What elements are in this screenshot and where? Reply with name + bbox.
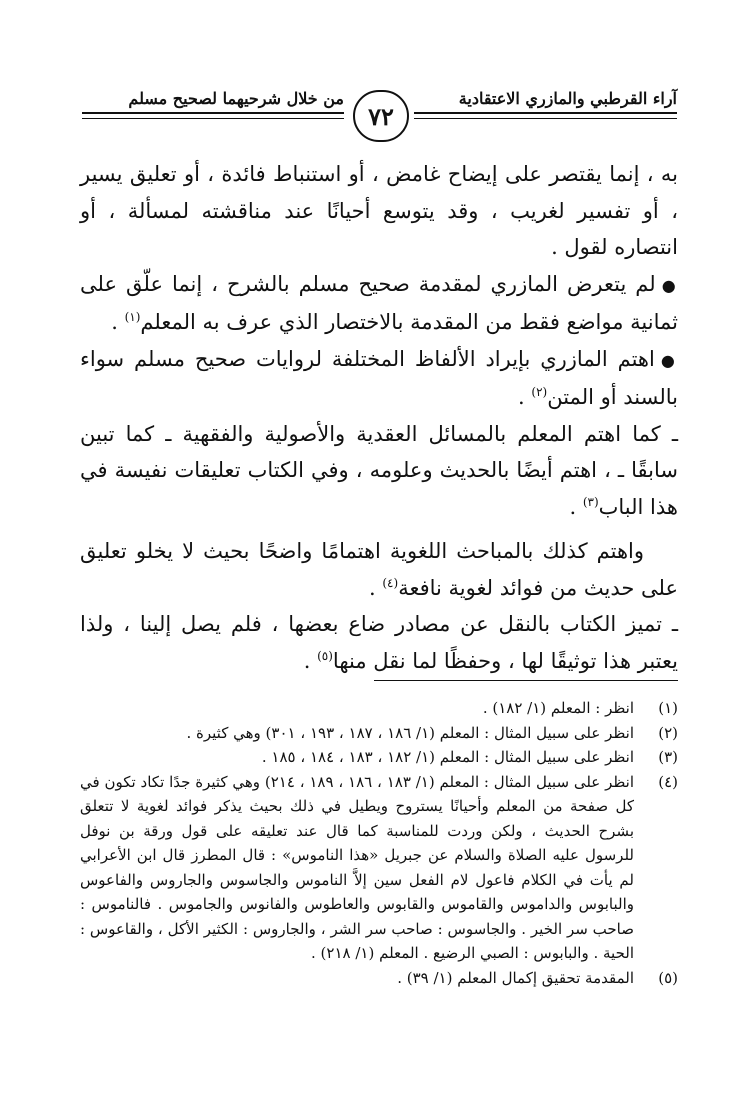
footnote-ref: (١) bbox=[124, 310, 141, 324]
paragraph-end: . bbox=[569, 494, 583, 519]
footnote-number: (٢) bbox=[658, 723, 678, 742]
footnote bbox=[80, 770, 678, 966]
footnote bbox=[80, 745, 678, 770]
page-header bbox=[82, 88, 677, 148]
footnote-number: (٣) bbox=[658, 748, 678, 766]
footnote-text: انظر : المعلم (١/ ١٨٢) . bbox=[482, 699, 634, 717]
footnotes bbox=[80, 696, 678, 990]
footnote-number: (١) bbox=[658, 699, 678, 717]
bullet-paragraph bbox=[80, 341, 678, 416]
bullet-icon: ● bbox=[661, 275, 678, 295]
paragraph-text: واهتم كذلك بالمباحث اللغوية اهتمامًا واضحًا بحيث لا يخلو تعليق على حديث من فوائد لغوية نافعة bbox=[80, 539, 678, 600]
header-rule bbox=[414, 118, 677, 119]
paragraph-end: . bbox=[518, 385, 532, 409]
footnote-ref: (٢) bbox=[531, 385, 548, 399]
paragraph-end: . bbox=[369, 575, 383, 600]
footnote-text: انظر على سبيل المثال : المعلم (١/ ١٨٢ ، ١٨٣ ، ١٨٤ ، ١٨٥ . bbox=[261, 748, 634, 766]
running-subtitle: من خلال شرحيهما لصحيح مسلم bbox=[128, 89, 344, 108]
footnote-ref: (٣) bbox=[582, 494, 599, 509]
footnote bbox=[80, 721, 678, 746]
paragraph-text: ـ كما اهتم المعلم بالمسائل العقدية والأصولية والفقهية ـ كما تبين سابقًا ـ ، اهتم أيضًا بالحديث وعلومه ، وفي الكتاب تعليقات نفيسة في هذا الباب bbox=[80, 421, 678, 519]
paragraph-text: لم يتعرض المازري لمقدمة صحيح مسلم بالشرح ، إنما علّق على ثمانية مواضع فقط من المقدمة بالاختصار الذي عرف به المعلم bbox=[80, 271, 678, 334]
paragraph bbox=[80, 606, 678, 679]
footnote-text: انظر على سبيل المثال : المعلم (١/ ١٨٦ ، ١٨٧ ، ١٩٣ ، ٣٠١) وهي كثيرة . bbox=[186, 723, 634, 742]
paragraph-text: ـ تميز الكتاب بالنقل عن مصادر ضاع بعضها ، فلم يصل إلينا ، ولذا يعتبر هذا توثيقًا لها ، وحفظًا لما نقل منها bbox=[80, 612, 678, 673]
footnote-text: انظر على سبيل المثال : المعلم (١/ ١٨٣ ، ١٨٦ ، ١٨٩ ، ٢١٤) وهي كثيرة جدًا تكاد تكون في كل صفحة من المعلم وأحيانًا يستروح ويطيل في ذلك بحيث يذكر فوائد لغوية لا تتعلق بشرح الحديث ، ولكن وردت للمناسبة كما قال عند تعليقه على قول ورقة بن نوفل للرسول عليه الصلاة والسلام عن جبريل «هذا الناموس» : قال المطرز قال ابن الأعرابي لم يأت في الكلام فاعول لام الفعل سين إلاَّ الناموس والجاسوس والجاروس والفاعوس والبابوس والداموس والقاموس والقابوس والعاطوس والفانوس والجاموس . فالناموس : صاحب سر الخير . والجاسوس : صاحب سر الشر ، والجاروس : الكثير الأكل ، والقاعوس : الحية . والبابوس : الصبي الرضيع . المعلم (١/ ٢١٨) . bbox=[80, 772, 635, 962]
footnote-number: (٥) bbox=[658, 968, 678, 987]
paragraph-end: . bbox=[111, 310, 125, 334]
paragraph-text: اهتم المازري بإيراد الألفاظ المختلفة لروايات صحيح مسلم سواء بالسند أو المتن bbox=[80, 346, 678, 409]
bullet-paragraph bbox=[80, 266, 678, 341]
bullet-icon: ● bbox=[660, 350, 678, 370]
footnote bbox=[80, 966, 678, 991]
footnote-separator bbox=[374, 680, 678, 681]
paragraph-end: . bbox=[303, 648, 318, 673]
page-number: ٧٢ bbox=[353, 90, 409, 142]
header-rule bbox=[82, 118, 344, 119]
header-rule bbox=[82, 112, 344, 114]
header-rule bbox=[414, 112, 677, 114]
running-title: آراء القرطبي والمازري الاعتقادية bbox=[458, 89, 677, 108]
paragraph bbox=[80, 533, 678, 606]
footnote bbox=[80, 696, 678, 721]
footnote-ref: (٥) bbox=[317, 648, 333, 663]
paragraph bbox=[80, 416, 678, 526]
paragraph bbox=[80, 156, 678, 266]
paragraph-text: به ، إنما يقتصر على إيضاح غامض ، أو استنباط فائدة ، أو تعليق يسير ، أو تفسير لغريب ، وقد يتوسع أحيانًا عند مناقشته لمسألة ، أو انتصاره لقول . bbox=[80, 162, 678, 259]
footnote-ref: (٤) bbox=[382, 575, 399, 590]
footnote-text: المقدمة تحقيق إكمال المعلم (١/ ٣٩) . bbox=[397, 968, 634, 987]
main-text bbox=[80, 156, 678, 679]
footnote-number: (٤) bbox=[658, 772, 678, 791]
